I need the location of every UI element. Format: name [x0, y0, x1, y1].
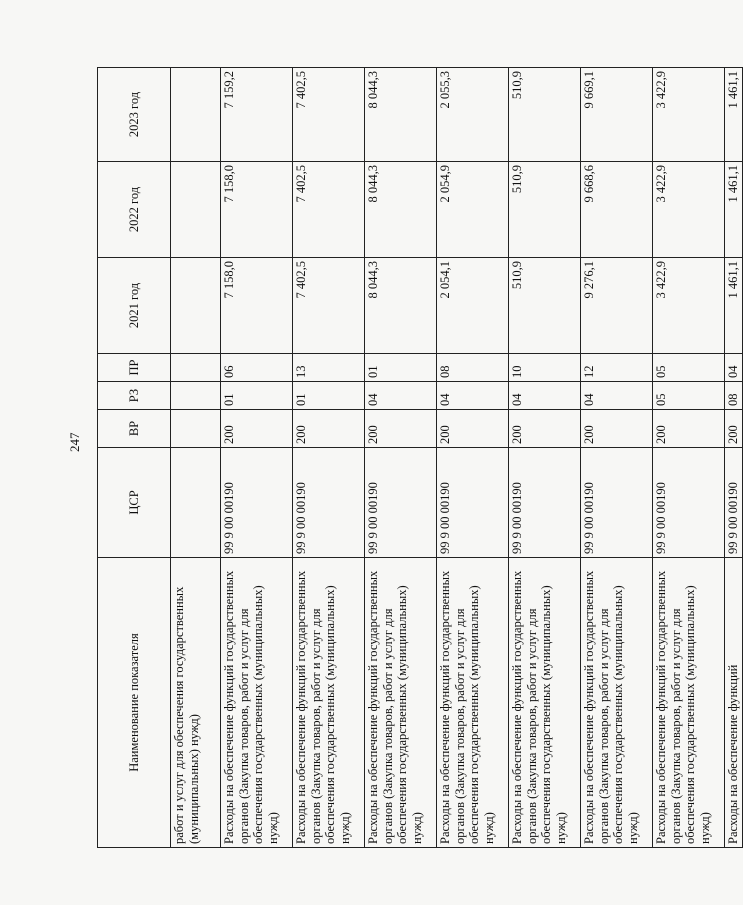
cell-pr: 13 [293, 354, 365, 382]
cell-rz: 04 [581, 382, 653, 410]
cell-name: работ и услуг для обеспечения государственных (муниципальных) нужд) [171, 558, 221, 848]
header-2023: 2023 год [98, 68, 171, 162]
cell-2021: 8 044,3 [365, 258, 437, 354]
cell-2021: 7 402,5 [293, 258, 365, 354]
header-row [98, 68, 171, 848]
header-csr: ЦСР [98, 448, 171, 558]
cell-2023 [171, 68, 221, 162]
cell-2021: 2 054,1 [437, 258, 509, 354]
table-row [171, 68, 221, 848]
table-row [221, 68, 293, 848]
cell-2023: 8 044,3 [365, 68, 437, 162]
cell-pr: 08 [437, 354, 509, 382]
cell-2022: 7 402,5 [293, 162, 365, 258]
cell-csr: 99 9 00 00190 [653, 448, 725, 558]
cell-name: Расходы на обеспечение функций государственных органов (Закупка товаров, работ и услуг для обеспечения государственных (муниципальных) нужд) [581, 558, 653, 848]
cell-2022 [171, 162, 221, 258]
cell-name: Расходы на обеспечение функций государственных органов (Закупка товаров, работ и услуг для обеспечения государственных (муниципальных) нужд) [365, 558, 437, 848]
budget-table [97, 67, 743, 848]
header-pr: ПР [98, 354, 171, 382]
cell-vr [171, 410, 221, 448]
header-2022: 2022 год [98, 162, 171, 258]
cell-2021: 3 422,9 [653, 258, 725, 354]
cell-rz: 04 [437, 382, 509, 410]
cell-pr: 06 [221, 354, 293, 382]
cell-rz: 08 [725, 382, 743, 410]
cell-2022: 8 044,3 [365, 162, 437, 258]
cell-vr: 200 [221, 410, 293, 448]
cell-2023: 9 669,1 [581, 68, 653, 162]
cell-vr: 200 [509, 410, 581, 448]
cell-rz: 01 [221, 382, 293, 410]
header-rz: РЗ [98, 382, 171, 410]
cell-rz [171, 382, 221, 410]
cell-name: Расходы на обеспечение функций государственных органов (Закупка товаров, работ и услуг для обеспечения государственных (муниципальных) нужд) [509, 558, 581, 848]
rotated-table-wrapper [97, 68, 740, 848]
cell-2021: 9 276,1 [581, 258, 653, 354]
table-row [365, 68, 437, 848]
cell-name: Расходы на обеспечение функций [725, 558, 743, 848]
cell-2023: 7 159,2 [221, 68, 293, 162]
cell-rz: 04 [365, 382, 437, 410]
cell-pr: 01 [365, 354, 437, 382]
table-row [509, 68, 581, 848]
cell-2023: 7 402,5 [293, 68, 365, 162]
cell-csr: 99 9 00 00190 [725, 448, 743, 558]
cell-vr: 200 [725, 410, 743, 448]
cell-2022: 2 054,9 [437, 162, 509, 258]
cell-pr: 10 [509, 354, 581, 382]
header-name: Наименование показателя [98, 558, 171, 848]
cell-pr: 05 [653, 354, 725, 382]
cell-csr [171, 448, 221, 558]
cell-2023: 2 055,3 [437, 68, 509, 162]
cell-rz: 01 [293, 382, 365, 410]
cell-pr [171, 354, 221, 382]
cell-vr: 200 [581, 410, 653, 448]
cell-2022: 1 461,1 [725, 162, 743, 258]
cell-vr: 200 [437, 410, 509, 448]
cell-2022: 9 668,6 [581, 162, 653, 258]
cell-2022: 510,9 [509, 162, 581, 258]
table-row [581, 68, 653, 848]
table-header [98, 68, 171, 848]
cell-vr: 200 [365, 410, 437, 448]
cell-csr: 99 9 00 00190 [365, 448, 437, 558]
cell-2022: 7 158,0 [221, 162, 293, 258]
cell-2023: 510,9 [509, 68, 581, 162]
table-row [437, 68, 509, 848]
cell-csr: 99 9 00 00190 [581, 448, 653, 558]
cell-rz: 04 [509, 382, 581, 410]
cell-csr: 99 9 00 00190 [437, 448, 509, 558]
cell-name: Расходы на обеспечение функций государственных органов (Закупка товаров, работ и услуг для обеспечения государственных (муниципальных) нужд) [293, 558, 365, 848]
cell-2023: 3 422,9 [653, 68, 725, 162]
cell-2021: 7 158,0 [221, 258, 293, 354]
cell-2022: 3 422,9 [653, 162, 725, 258]
cell-rz: 05 [653, 382, 725, 410]
table-row [725, 68, 743, 848]
table-row [293, 68, 365, 848]
table-body [171, 68, 743, 848]
cell-vr: 200 [293, 410, 365, 448]
cell-2021 [171, 258, 221, 354]
page-number: 247 [67, 432, 82, 452]
cell-pr: 04 [725, 354, 743, 382]
header-2021: 2021 год [98, 258, 171, 354]
cell-2023: 1 461,1 [725, 68, 743, 162]
cell-2021: 510,9 [509, 258, 581, 354]
cell-csr: 99 9 00 00190 [293, 448, 365, 558]
cell-csr: 99 9 00 00190 [509, 448, 581, 558]
header-vr: ВР [98, 410, 171, 448]
cell-2021: 1 461,1 [725, 258, 743, 354]
cell-name: Расходы на обеспечение функций государственных органов (Закупка товаров, работ и услуг для обеспечения государственных (муниципальных) нужд) [437, 558, 509, 848]
cell-pr: 12 [581, 354, 653, 382]
cell-csr: 99 9 00 00190 [221, 448, 293, 558]
cell-vr: 200 [653, 410, 725, 448]
cell-name: Расходы на обеспечение функций государственных органов (Закупка товаров, работ и услуг для обеспечения государственных (муниципальных) нужд) [221, 558, 293, 848]
table-row [653, 68, 725, 848]
cell-name: Расходы на обеспечение функций государственных органов (Закупка товаров, работ и услуг для обеспечения государственных (муниципальных) нужд) [653, 558, 725, 848]
